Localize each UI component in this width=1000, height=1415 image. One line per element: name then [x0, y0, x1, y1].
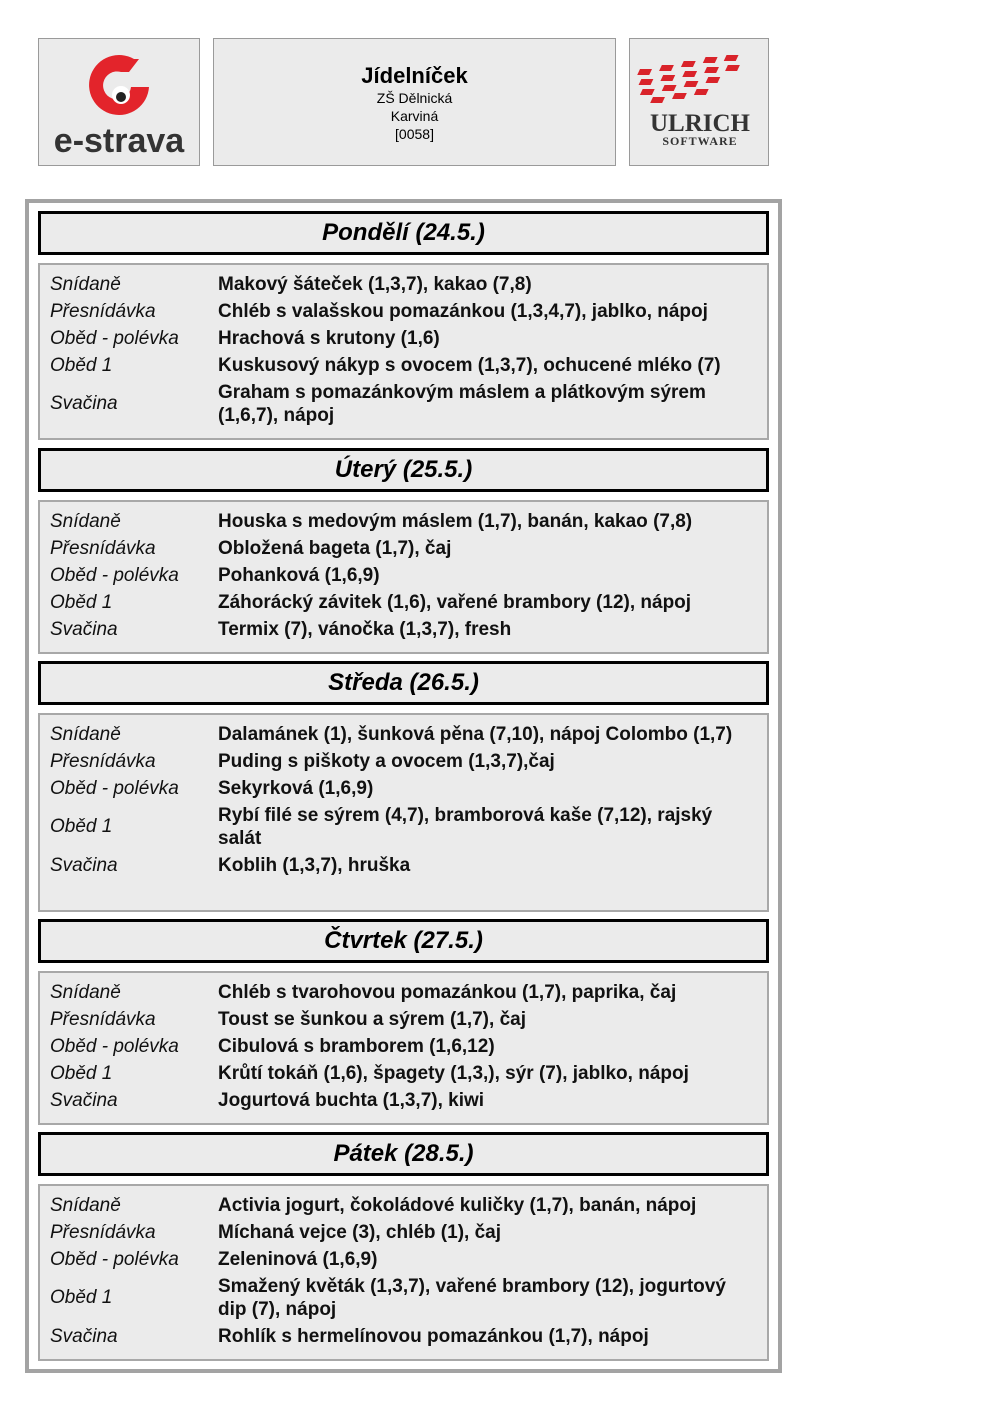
meal-row — [40, 1273, 767, 1323]
meal-label: Svačina — [50, 1325, 118, 1347]
meal-row — [40, 852, 767, 879]
meal-row — [40, 379, 767, 429]
meal-label: Oběd 1 — [50, 1062, 113, 1084]
meal-row — [40, 1246, 767, 1273]
meal-label: Přesnídávka — [50, 1221, 156, 1243]
meal-label: Svačina — [50, 618, 118, 640]
meal-text: Termix (7), vánočka (1,3,7), fresh — [218, 619, 512, 640]
title-box — [213, 38, 616, 166]
meal-text: Obložená bageta (1,7), čaj — [218, 538, 452, 559]
meal-row — [40, 1219, 767, 1246]
meal-row — [40, 325, 767, 352]
meal-label: Oběd - polévka — [50, 564, 179, 586]
ulrich-logo-grid-icon — [637, 55, 740, 103]
meal-row — [40, 1006, 767, 1033]
meal-text: Puding s piškoty a ovocem (1,3,7),čaj — [218, 751, 555, 772]
meal-row — [40, 535, 767, 562]
meal-text: Pohanková (1,6,9) — [218, 565, 380, 586]
meal-text: Cibulová s bramborem (1,6,12) — [218, 1036, 495, 1057]
meal-list — [38, 713, 769, 912]
meal-row — [40, 616, 767, 643]
meal-text: Activia jogurt, čokoládové kuličky (1,7), banán, nápoj — [218, 1195, 697, 1216]
meal-label: Oběd 1 — [50, 816, 113, 837]
meal-label: Svačina — [50, 1089, 118, 1111]
meal-row — [40, 1323, 767, 1350]
ulrich-logo-text: ULRICH — [649, 110, 751, 137]
meal-row — [40, 352, 767, 379]
meal-text: Zeleninová (1,6,9) — [218, 1249, 378, 1270]
meal-row — [40, 748, 767, 775]
meal-list — [38, 263, 769, 440]
meal-text: Sekyrková (1,6,9) — [218, 778, 374, 799]
meal-row — [40, 979, 767, 1006]
meal-text: Toust se šunkou a sýrem (1,7), čaj — [218, 1009, 526, 1030]
meal-text: Koblih (1,3,7), hruška — [218, 855, 411, 876]
meal-label: Oběd - polévka — [50, 1035, 179, 1057]
meal-text: Kuskusový nákyp s ovocem (1,3,7), ochucené mléko (7) — [218, 355, 721, 376]
meal-label: Přesnídávka — [50, 1008, 156, 1030]
meal-text: Míchaná vejce (3), chléb (1), čaj — [218, 1222, 501, 1243]
meal-row — [40, 562, 767, 589]
meal-label: Snídaně — [50, 1194, 121, 1216]
meal-row — [40, 508, 767, 535]
school-name: ZŠ Dělnická — [376, 90, 453, 106]
meal-text: Makový šáteček (1,3,7), kakao (7,8) — [218, 274, 532, 295]
meal-label: Přesnídávka — [50, 537, 156, 559]
ulrich-logo-subtext: SOFTWARE — [662, 134, 738, 148]
meal-text: Záhorácký závitek (1,6), vařené brambory (12), nápoj — [218, 592, 692, 613]
meal-label: Oběd 1 — [50, 1287, 113, 1308]
day-header: Úterý (25.5.) — [38, 448, 769, 492]
page-title: Jídelníček — [361, 63, 468, 88]
meal-list — [38, 971, 769, 1125]
meal-label: Svačina — [50, 393, 118, 414]
meal-text: Chléb s valašskou pomazánkou (1,3,4,7), jablko, nápoj — [218, 301, 708, 322]
meal-label: Snídaně — [50, 510, 121, 532]
meal-text: Krůtí tokáň (1,6), špagety (1,3,), sýr (7), jablko, nápoj — [218, 1063, 689, 1084]
meal-label: Přesnídávka — [50, 750, 156, 772]
meal-text: Rybí filé se sýrem (4,7), bramborová kaše (7,12), rajský salát — [218, 805, 713, 849]
meal-text: Dalamánek (1), šunková pěna (7,10), nápoj Colombo (1,7) — [218, 724, 733, 745]
meal-label: Snídaně — [50, 273, 121, 295]
meal-row — [40, 1192, 767, 1219]
meal-label: Oběd - polévka — [50, 777, 179, 799]
meal-list — [38, 500, 769, 654]
day-header: Středa (26.5.) — [38, 661, 769, 705]
meal-label: Svačina — [50, 854, 118, 876]
meal-label: Oběd - polévka — [50, 1248, 179, 1270]
estrava-logo-text: e-strava — [53, 122, 185, 160]
meal-label: Snídaně — [50, 723, 121, 745]
meal-text: Chléb s tvarohovou pomazánkou (1,7), paprika, čaj — [218, 982, 677, 1003]
meal-label: Oběd 1 — [50, 354, 113, 376]
meal-row — [40, 775, 767, 802]
meal-text: Hrachová s krutony (1,6) — [218, 328, 440, 349]
meal-row — [40, 1033, 767, 1060]
meal-row — [40, 589, 767, 616]
meal-text: Jogurtová buchta (1,3,7), kiwi — [218, 1090, 485, 1111]
meal-row — [40, 802, 767, 852]
meal-row — [40, 1087, 767, 1114]
school-code: [0058] — [395, 126, 434, 142]
meal-text: Smažený květák (1,3,7), vařené brambory (12), jogurtový dip (7), nápoj — [218, 1276, 726, 1320]
meal-list — [38, 1184, 769, 1361]
meal-row — [40, 1060, 767, 1087]
meal-row — [40, 298, 767, 325]
day-header: Čtvrtek (27.5.) — [38, 919, 769, 963]
meal-text: Rohlík s hermelínovou pomazánkou (1,7), nápoj — [218, 1326, 649, 1347]
ulrich-logo — [629, 38, 769, 166]
day-header: Pátek (28.5.) — [38, 1132, 769, 1176]
meal-text: Graham s pomazánkovým máslem a plátkovým sýrem (1,6,7), nápoj — [218, 382, 706, 426]
meal-row — [40, 721, 767, 748]
meal-text: Houska s medovým máslem (1,7), banán, kakao (7,8) — [218, 511, 693, 532]
meal-label: Oběd - polévka — [50, 327, 179, 349]
meal-label: Oběd 1 — [50, 591, 113, 613]
day-header: Pondělí (24.5.) — [38, 211, 769, 255]
meal-label: Snídaně — [50, 981, 121, 1003]
meal-label: Přesnídávka — [50, 300, 156, 322]
meal-row — [40, 271, 767, 298]
city-name: Karviná — [390, 108, 439, 124]
estrava-logo — [38, 38, 200, 166]
